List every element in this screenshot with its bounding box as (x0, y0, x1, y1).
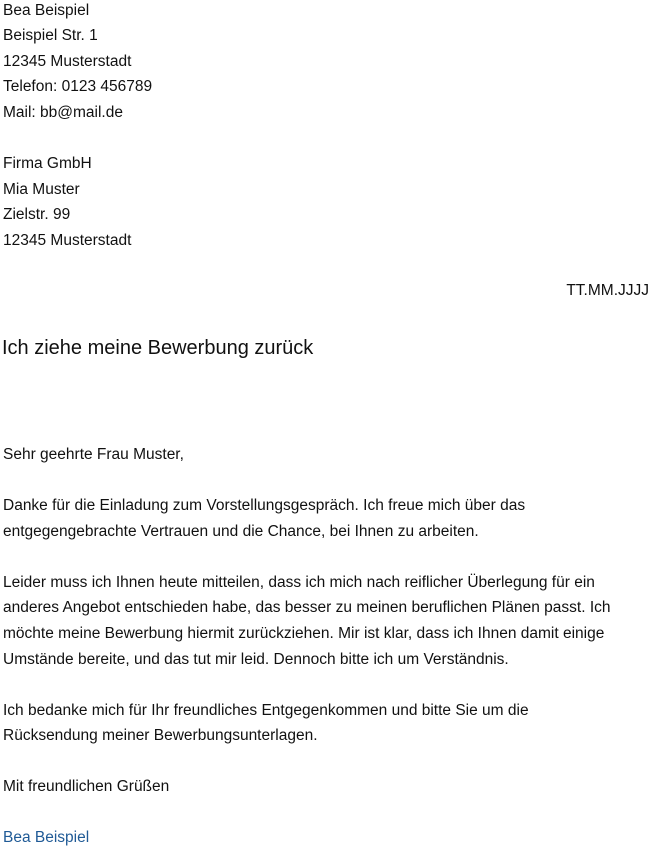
signature: Bea Beispiel (3, 829, 90, 846)
letter-date: TT.MM.JJJJ (566, 282, 649, 299)
recipient-city: 12345 Musterstadt (3, 232, 132, 249)
sender-street: Beispiel Str. 1 (3, 27, 98, 44)
sender-city: 12345 Musterstadt (3, 53, 132, 70)
salutation: Sehr geehrte Frau Muster, (3, 446, 184, 463)
closing: Mit freundlichen Grüßen (3, 778, 170, 795)
paragraph-1-line-1: Danke für die Einladung zum Vorstellungsgespräch. Ich freue mich über das (3, 497, 526, 514)
recipient-street: Zielstr. 99 (3, 206, 71, 223)
sender-name: Bea Beispiel (3, 2, 90, 19)
sender-phone: Telefon: 0123 456789 (3, 78, 153, 95)
recipient-person: Mia Muster (3, 181, 80, 198)
paragraph-1-line-2: entgegengebrachte Vertrauen und die Chance, bei Ihnen zu arbeiten. (3, 523, 479, 540)
paragraph-3-line-2: Rücksendung meiner Bewerbungsunterlagen. (3, 727, 318, 744)
paragraph-2-line-1: Leider muss ich Ihnen heute mitteilen, dass ich mich nach reiflicher Überlegung für ein (3, 574, 595, 591)
paragraph-2-line-2: anderes Angebot entschieden habe, das besser zu meinen beruflichen Plänen passt. Ich (3, 599, 611, 616)
recipient-company: Firma GmbH (3, 155, 92, 172)
sender-mail: Mail: bb@mail.de (3, 104, 123, 121)
paragraph-2-line-3: möchte meine Bewerbung hiermit zurückziehen. Mir ist klar, dass ich Ihnen damit einige (3, 625, 605, 642)
letter-subject: Ich ziehe meine Bewerbung zurück (2, 337, 314, 359)
paragraph-3-line-1: Ich bedanke mich für Ihr freundliches Entgegenkommen und bitte Sie um die (3, 702, 529, 719)
paragraph-2-line-4: Umstände bereite, und das tut mir leid. Dennoch bitte ich um Verständnis. (3, 651, 509, 668)
